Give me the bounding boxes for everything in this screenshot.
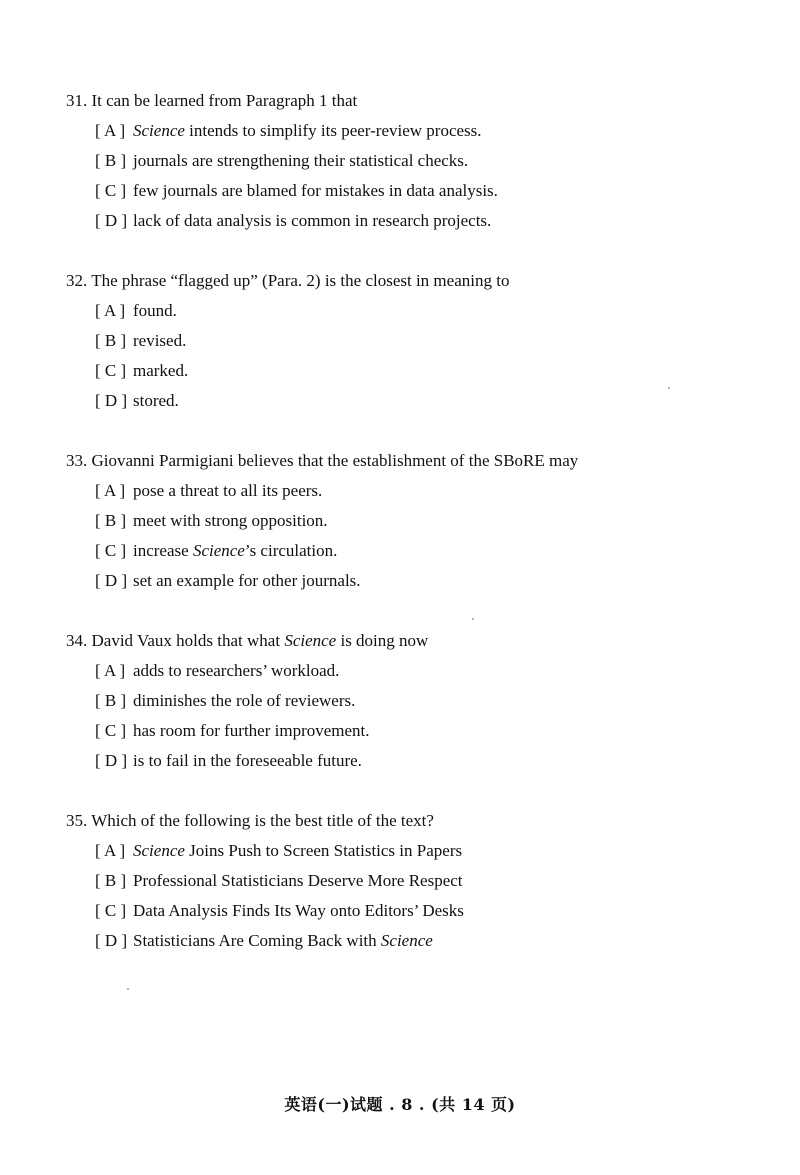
option-c xyxy=(95,536,766,566)
option-list xyxy=(95,116,766,236)
option-letter: [ B ] xyxy=(95,151,127,170)
option-text-italic: Science xyxy=(133,121,185,140)
option-c xyxy=(95,716,766,746)
question-32 xyxy=(66,266,766,416)
option-text: diminishes the role of reviewers. xyxy=(133,691,356,710)
question-stem: 33. Giovanni Parmigiani believes that the establishment of the SBoRE may xyxy=(66,451,579,470)
option-letter: [ A ] xyxy=(95,661,126,680)
question-stem: 35. Which of the following is the best title of the text? xyxy=(66,811,434,830)
option-text: found. xyxy=(133,301,177,320)
option-text: set an example for other journals. xyxy=(133,571,361,590)
option-letter: [ C ] xyxy=(95,181,127,200)
option-a xyxy=(95,836,766,866)
option-text-italic: Science xyxy=(133,841,185,860)
option-text: pose a threat to all its peers. xyxy=(133,481,323,500)
option-letter: [ A ] xyxy=(95,121,126,140)
option-letter: [ B ] xyxy=(95,871,127,890)
option-b xyxy=(95,686,766,716)
option-b xyxy=(95,866,766,896)
option-text: Data Analysis Finds Its Way onto Editors’ Desks xyxy=(133,901,464,920)
option-text: marked. xyxy=(133,361,189,380)
option-letter: [ C ] xyxy=(95,721,127,740)
option-letter: [ A ] xyxy=(95,481,126,500)
scan-speck xyxy=(668,387,670,389)
option-text-post: Joins Push to Screen Statistics in Papers xyxy=(184,841,463,860)
option-letter: [ C ] xyxy=(95,901,127,920)
scan-speck xyxy=(127,988,129,990)
option-d xyxy=(95,206,766,236)
option-list xyxy=(95,656,766,776)
question-33 xyxy=(66,446,766,596)
option-text-pre: Statisticians Are Coming Back with xyxy=(133,931,381,950)
option-b xyxy=(95,146,766,176)
option-text: few journals are blamed for mistakes in data analysis. xyxy=(133,181,498,200)
option-b xyxy=(95,326,766,356)
option-letter: [ D ] xyxy=(95,931,128,950)
option-text: stored. xyxy=(133,391,179,410)
option-letter: [ B ] xyxy=(95,331,127,350)
option-text: revised. xyxy=(133,331,187,350)
scan-speck xyxy=(472,618,474,620)
option-text: is to fail in the foreseeable future. xyxy=(133,751,362,770)
question-stem: 31. It can be learned from Paragraph 1 that xyxy=(66,91,358,110)
option-text: has room for further improvement. xyxy=(133,721,370,740)
option-letter: [ B ] xyxy=(95,511,127,530)
option-letter: [ A ] xyxy=(95,301,126,320)
option-text: lack of data analysis is common in research projects. xyxy=(133,211,492,230)
option-d xyxy=(95,746,766,776)
option-text-post: ’s circulation. xyxy=(244,541,338,560)
option-text: meet with strong opposition. xyxy=(133,511,328,530)
question-stem: 32. The phrase “flagged up” (Para. 2) is the closest in meaning to xyxy=(66,271,510,290)
option-d xyxy=(95,386,766,416)
option-b xyxy=(95,506,766,536)
question-list xyxy=(66,86,766,986)
option-c xyxy=(95,176,766,206)
option-a xyxy=(95,296,766,326)
option-text-pre: increase xyxy=(133,541,193,560)
stem-text-pre: 34. David Vaux holds that what xyxy=(66,631,285,650)
option-letter: [ C ] xyxy=(95,361,127,380)
option-letter: [ B ] xyxy=(95,691,127,710)
stem-text-italic: Science xyxy=(284,631,337,650)
option-text-italic: Science xyxy=(192,541,245,560)
option-text: Professional Statisticians Deserve More Respect xyxy=(133,871,463,890)
option-a xyxy=(95,656,766,686)
option-list xyxy=(95,296,766,416)
option-a xyxy=(95,116,766,146)
question-34 xyxy=(66,626,766,776)
option-list xyxy=(95,836,766,956)
option-letter: [ D ] xyxy=(95,751,128,770)
option-text-post: intends to simplify its peer-review process. xyxy=(184,121,482,140)
question-31 xyxy=(66,86,766,236)
option-text-italic: Science xyxy=(380,931,433,950)
question-35 xyxy=(66,806,766,956)
option-letter: [ A ] xyxy=(95,841,126,860)
option-d xyxy=(95,926,766,956)
option-c xyxy=(95,356,766,386)
option-a xyxy=(95,476,766,506)
stem-text-post: is doing now xyxy=(336,631,429,650)
option-d xyxy=(95,566,766,596)
option-letter: [ C ] xyxy=(95,541,127,560)
option-list xyxy=(95,476,766,596)
option-text: journals are strengthening their statistical checks. xyxy=(133,151,469,170)
option-c xyxy=(95,896,766,926)
question-stem xyxy=(66,626,766,656)
option-text: adds to researchers’ workload. xyxy=(133,661,340,680)
page-footer: 英语(一)试题 . 8 . (共 14 页) xyxy=(284,1095,516,1114)
option-letter: [ D ] xyxy=(95,391,128,410)
option-letter: [ D ] xyxy=(95,571,128,590)
option-letter: [ D ] xyxy=(95,211,128,230)
